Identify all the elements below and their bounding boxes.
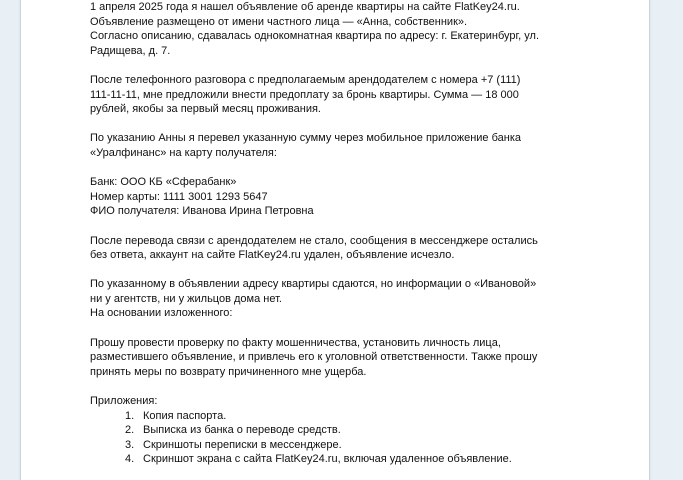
text-line: разместившего объявление, и привлечь его к уголовной ответственности. Также прошу bbox=[90, 351, 538, 364]
text-line: Радищева, д. 7. bbox=[90, 44, 171, 57]
paragraph-transfer bbox=[90, 131, 590, 160]
text-line: 1 апреля 2025 года я нашел объявление об аренде квартиры на сайте FlatKey24.ru. bbox=[90, 1, 520, 13]
list-item-number: 3. bbox=[125, 438, 135, 451]
list-item-text: Копия паспорта. bbox=[143, 409, 227, 422]
list-item-number: 4. bbox=[125, 453, 135, 466]
text-line: принять меры по возврату причиненного мне ущерба. bbox=[90, 365, 367, 378]
recipient-name: ФИО получателя: Иванова Ирина Петровна bbox=[90, 205, 314, 218]
paragraph-listing bbox=[90, 0, 590, 58]
text-line: рублей, якобы за первый месяц проживания. bbox=[90, 103, 321, 116]
text-line: После перевода связи с арендодателем не стало, сообщения в мессенджере остались bbox=[90, 234, 538, 247]
bank-name: Банк: ООО КБ «Сферабанк» bbox=[90, 176, 237, 189]
list-item-text: Скриншоты переписки в мессенджере. bbox=[143, 438, 342, 451]
list-item-text: Скриншот экрана с сайта FlatKey24.ru, включая удаленное объявление. bbox=[143, 453, 512, 466]
paragraph-address-check bbox=[90, 277, 590, 321]
text-line: без ответа, аккаунт на сайте FlatKey24.ru удален, объявление исчезло. bbox=[90, 249, 455, 262]
list-item bbox=[125, 423, 590, 438]
text-line: Согласно описанию, сдавалась однокомнатная квартира по адресу: г. Екатеринбург, ул. bbox=[90, 30, 540, 43]
paragraph-bank-details bbox=[90, 175, 590, 219]
text-line: «Уралфинанс» на карту получателя: bbox=[90, 146, 277, 159]
paragraph-request bbox=[90, 336, 590, 380]
list-item bbox=[125, 409, 590, 424]
paragraph-phone-call bbox=[90, 73, 590, 117]
list-item bbox=[125, 452, 590, 467]
scrollbar-track[interactable] bbox=[675, 0, 683, 457]
text-line: После телефонного разговора с предполагаемым арендодателем с номера +7 (111) bbox=[90, 73, 521, 86]
paragraph-after-transfer bbox=[90, 234, 590, 263]
text-line: ни у агентств, ни у жильцов дома нет. bbox=[90, 292, 282, 305]
document-page bbox=[20, 0, 650, 480]
text-line: По указанному в объявлении адресу квартиры сдаются, но информации о «Ивановой» bbox=[90, 278, 537, 291]
card-number: Номер карты: 1111 3001 1293 5647 bbox=[90, 190, 268, 203]
text-line: На основании изложенного: bbox=[90, 307, 233, 320]
text-line: 111-11-11, мне предложили внести предоплату за бронь квартиры. Сумма — 18 000 bbox=[90, 88, 519, 101]
text-line: Прошу провести проверку по факту мошенничества, установить личность лица, bbox=[90, 336, 501, 349]
list-item-number: 1. bbox=[125, 409, 135, 422]
list-item-number: 2. bbox=[125, 424, 135, 437]
attachments-list bbox=[90, 409, 590, 467]
attachments-heading: Приложения: bbox=[90, 395, 158, 408]
list-item bbox=[125, 438, 590, 453]
document-body bbox=[90, 0, 590, 467]
text-line: Объявление размещено от имени частного лица — «Анна, собственник». bbox=[90, 15, 468, 28]
list-item-text: Выписка из банка о переводе средств. bbox=[143, 424, 341, 437]
text-line: По указанию Анны я перевел указанную сумму через мобильное приложение банка bbox=[90, 132, 521, 145]
